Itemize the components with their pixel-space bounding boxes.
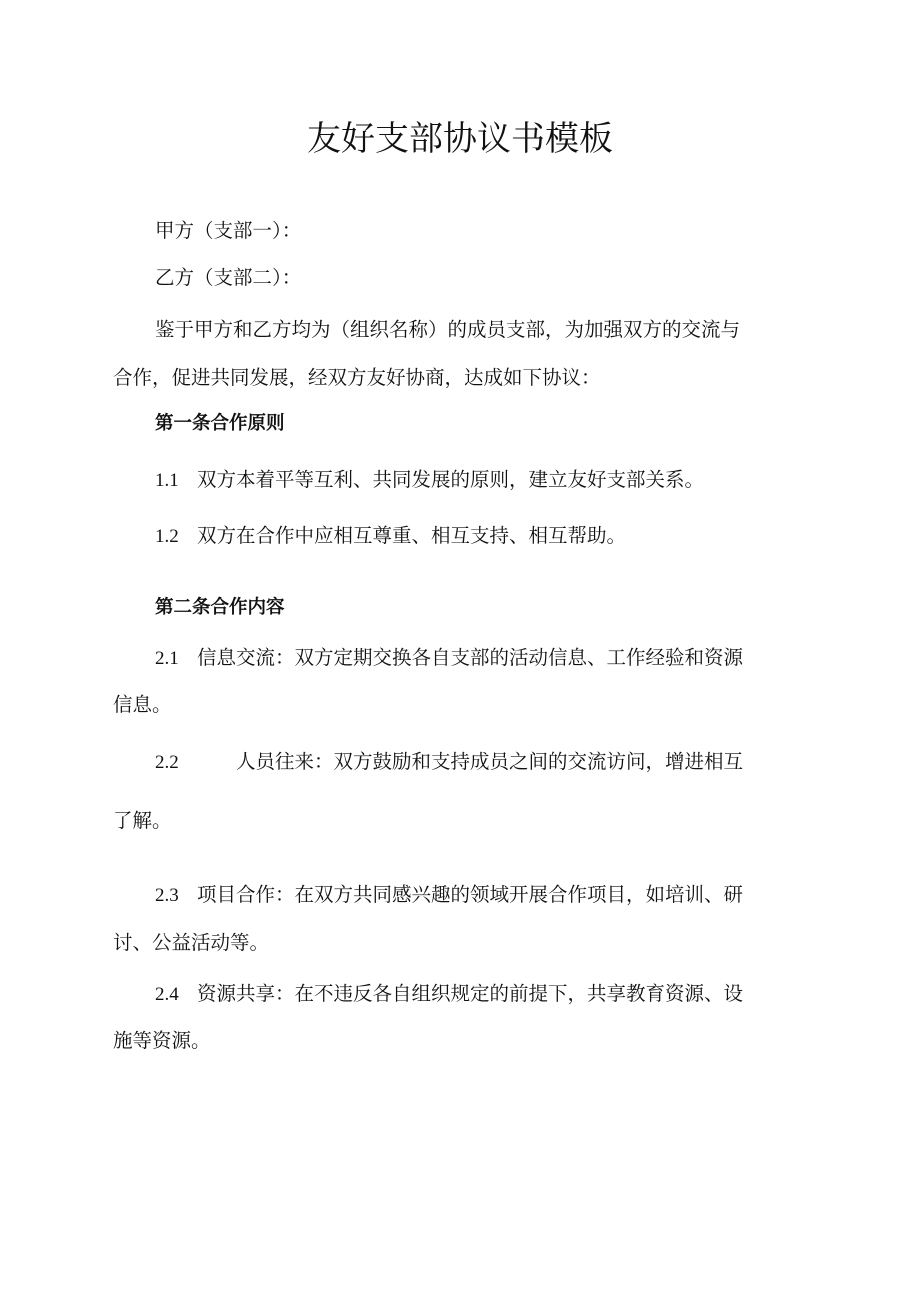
clause-text: 资源共享：在不违反各自组织规定的前提下，共享教育资源、设	[197, 982, 744, 1005]
document-title: 友好支部协议书模板	[307, 119, 613, 159]
clause-1-2	[155, 522, 626, 551]
party-a-line: 甲方（支部一）：	[155, 219, 302, 242]
clause-number: 2.3	[155, 885, 179, 906]
clause-1-1	[155, 466, 704, 495]
clause-number: 1.2	[155, 526, 179, 547]
article-2-heading: 第二条合作内容	[155, 597, 285, 618]
clause-text: 双方本着平等互利、共同发展的原则，建立友好支部关系。	[197, 468, 705, 491]
clause-text: 项目合作：在双方共同感兴趣的领域开展合作项目，如培训、研	[197, 883, 744, 906]
clause-2-4-line-2: 施等资源。	[113, 1029, 211, 1052]
clause-text: 信息交流：双方定期交换各自支部的活动信息、工作经验和资源	[197, 646, 744, 669]
preamble-line-1: 鉴于甲方和乙方均为（组织名称）的成员支部，为加强双方的交流与	[155, 318, 741, 341]
clause-number: 2.2	[155, 752, 179, 773]
party-b-line: 乙方（支部二）：	[155, 266, 302, 289]
clause-2-2-line-1	[155, 748, 743, 777]
clause-text: 双方在合作中应相互尊重、相互支持、相互帮助。	[197, 524, 627, 547]
clause-text: 人员往来：双方鼓励和支持成员之间的交流访问，增进相互	[236, 750, 744, 773]
clause-number: 1.1	[155, 470, 179, 491]
clause-2-3-line-1	[155, 881, 743, 910]
clause-2-4-line-1	[155, 980, 743, 1009]
article-1-heading: 第一条合作原则	[155, 413, 285, 434]
clause-number: 2.4	[155, 984, 179, 1005]
clause-2-2-line-2: 了解。	[113, 809, 172, 832]
clause-number: 2.1	[155, 648, 179, 669]
clause-2-1-line-1	[155, 644, 743, 673]
clause-2-1-line-2: 信息。	[113, 693, 172, 716]
clause-2-3-line-2: 讨、公益活动等。	[113, 931, 270, 954]
preamble-line-2: 合作，促进共同发展，经双方友好协商，达成如下协议：	[113, 366, 601, 389]
